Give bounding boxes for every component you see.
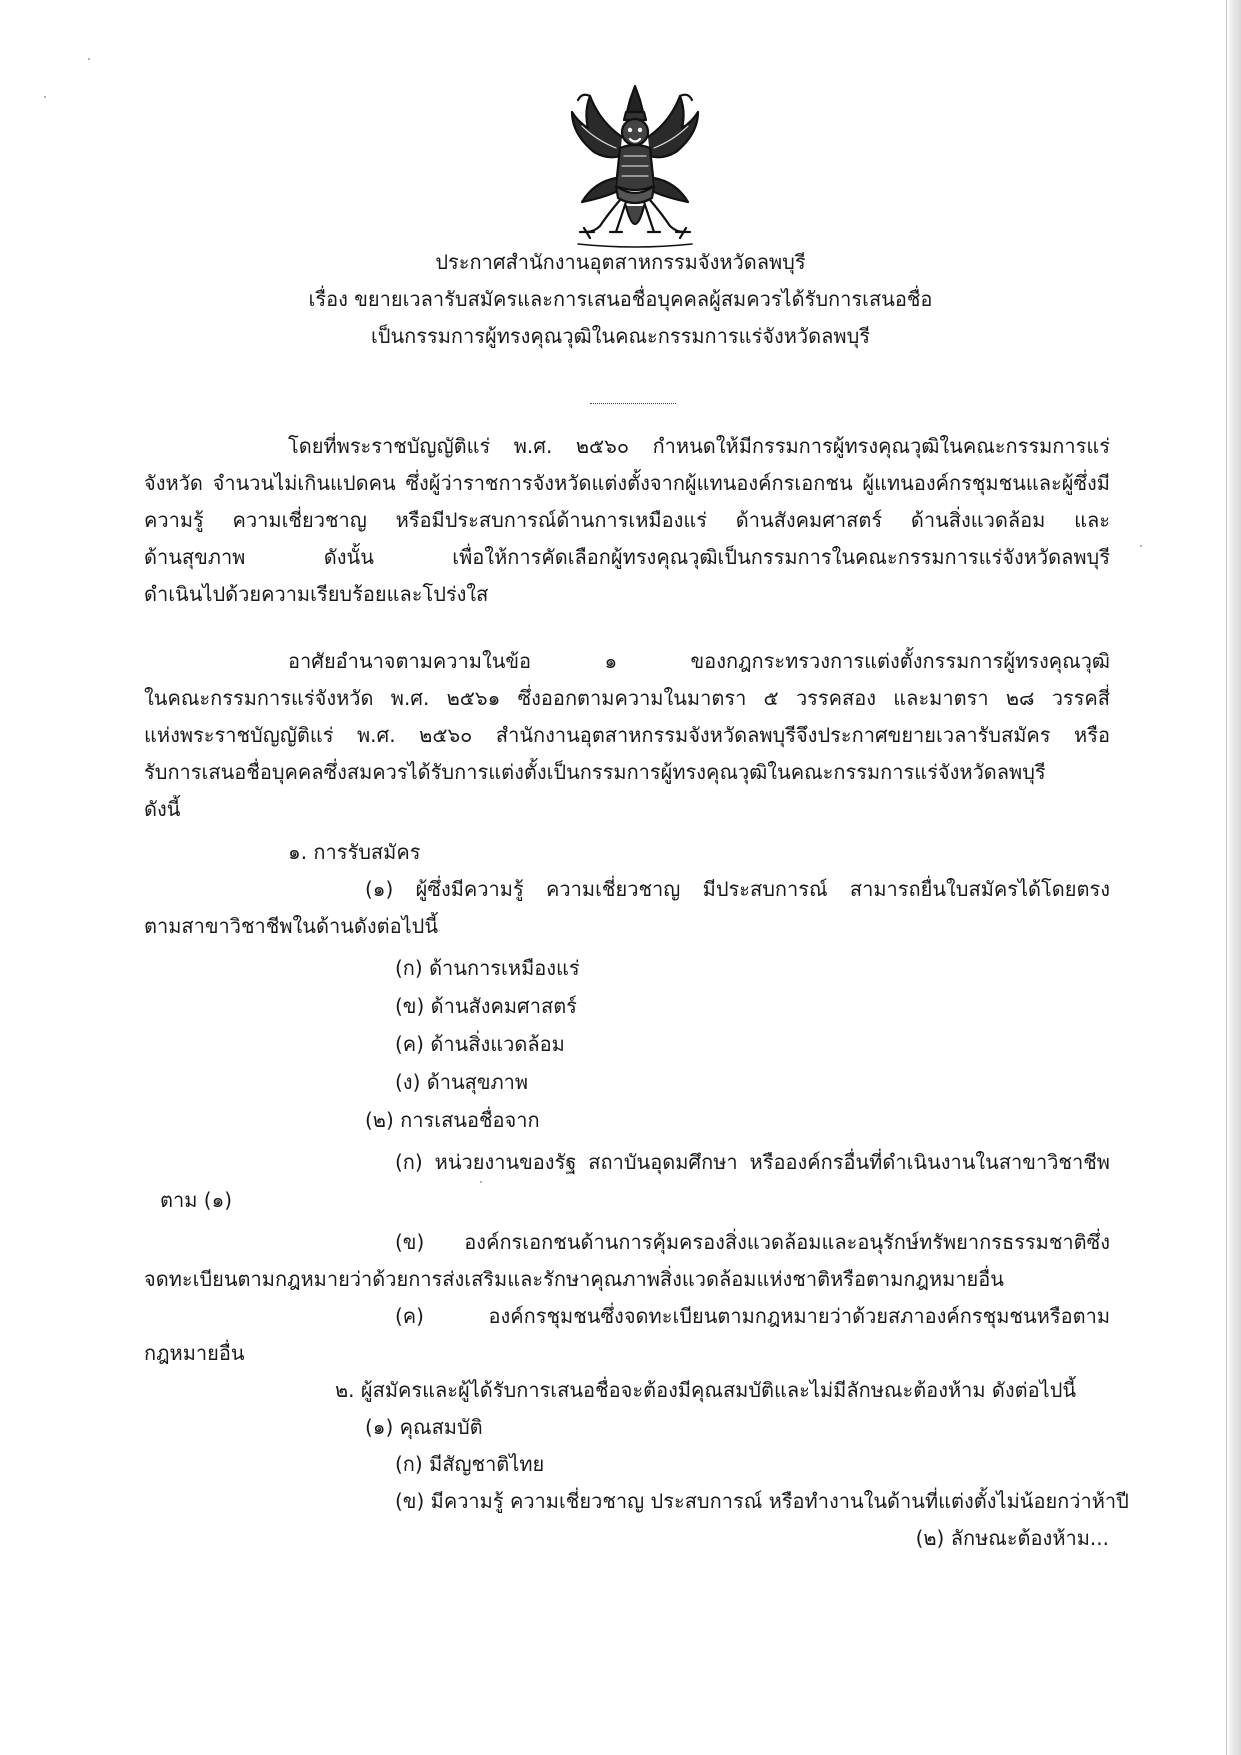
garuda-emblem-icon bbox=[560, 82, 710, 254]
section1-subitem: (ก) ด้านการเหมืองแร่ bbox=[395, 956, 580, 980]
section1-item2-sub-b: (ข) องค์กรเอกชนด้านการคุ้มครองสิ่งแวดล้อมและอนุรักษ์ทรัพยากรธรรมชาติซึ่ง bbox=[395, 1230, 1110, 1254]
section1-heading: ๑. การรับสมัคร bbox=[288, 840, 421, 864]
section1-item2-sub-c-continued: กฎหมายอื่น bbox=[144, 1341, 245, 1365]
section1-subitem: (ค) ด้านสิ่งแวดล้อม bbox=[395, 1032, 565, 1056]
section1-item2: (๒) การเสนอชื่อจาก bbox=[365, 1108, 540, 1132]
section1-item2-sub-b-continued: จดทะเบียนตามกฎหมายว่าด้วยการส่งเสริมและรักษาคุณภาพสิ่งแวดล้อมแห่งชาติหรือตามกฎหมายอื่น bbox=[144, 1267, 1004, 1291]
paragraph2-line: ดังนี้ bbox=[144, 797, 181, 821]
paragraph1-line: ความรู้ ความเชี่ยวชาญ หรือมีประสบการณ์ด้านการเหมืองแร่ ด้านสังคมศาสตร์ ด้านสิ่งแวดล้อม และ bbox=[144, 508, 1110, 532]
section2-sub-b: (ข) มีความรู้ ความเชี่ยวชาญ ประสบการณ์ หรือทำงานในด้านที่แต่งตั้งไม่น้อยกว่าห้าปี bbox=[395, 1489, 1129, 1513]
section1-subitem: (ง) ด้านสุขภาพ bbox=[395, 1070, 529, 1094]
section1-item2-sub-a-continued: ตาม (๑) bbox=[160, 1188, 233, 1212]
paragraph1-line: โดยที่พระราชบัญญัติแร่ พ.ศ. ๒๕๖๐ กำหนดให้มีกรรมการผู้ทรงคุณวุฒิในคณะกรรมการแร่ bbox=[288, 434, 1110, 458]
document-subject-continued: เป็นกรรมการผู้ทรงคุณวุฒิในคณะกรรมการแร่จังหวัดลพบุรี bbox=[370, 324, 871, 348]
scan-speck bbox=[44, 96, 46, 98]
section1-item2-sub-a: (ก) หน่วยงานของรัฐ สถาบันอุดมศึกษา หรือองค์กรอื่นที่ดำเนินงานในสาขาวิชาชีพ bbox=[395, 1150, 1110, 1174]
section2-sub-a: (ก) มีสัญชาติไทย bbox=[395, 1452, 545, 1476]
scan-speck bbox=[88, 58, 90, 60]
paragraph2-line: รับการเสนอชื่อบุคคลซึ่งสมควรได้รับการแต่งตั้งเป็นกรรมการผู้ทรงคุณวุฒิในคณะกรรมการแร่จังหวัดลพบุรี bbox=[144, 760, 1046, 784]
section1-item1-continued: ตามสาขาวิชาชีพในด้านดังต่อไปนี้ bbox=[144, 914, 439, 938]
section2-item1-heading: (๑) คุณสมบัติ bbox=[365, 1415, 483, 1439]
document-title: ประกาศสำนักงานอุตสาหกรรมจังหวัดลพบุรี bbox=[435, 250, 806, 274]
document-subject: เรื่อง ขยายเวลารับสมัครและการเสนอชื่อบุคคลผู้สมควรได้รับการเสนอชื่อ bbox=[308, 287, 933, 311]
paragraph1-line: ดำเนินไปด้วยความเรียบร้อยและโปร่งใส bbox=[144, 582, 489, 606]
scan-speck bbox=[480, 1181, 482, 1183]
section2-heading: ๒. ผู้สมัครและผู้ได้รับการเสนอชื่อจะต้องมีคุณสมบัติและไม่มีลักษณะต้องห้าม ดังต่อไปนี้ bbox=[335, 1378, 1077, 1402]
section1-item1: (๑) ผู้ซึ่งมีความรู้ ความเชี่ยวชาญ มีประสบการณ์ สามารถยื่นใบสมัครได้โดยตรง bbox=[365, 877, 1110, 901]
paragraph1-line: ด้านสุขภาพ ดังนั้น เพื่อให้การคัดเลือกผู้ทรงคุณวุฒิเป็นกรรมการในคณะกรรมการแร่จังหวัดลพบุรี bbox=[144, 545, 1110, 569]
scan-speck bbox=[1140, 545, 1142, 547]
section1-item2-sub-c: (ค) องค์กรชุมชนซึ่งจดทะเบียนตามกฎหมายว่าด้วยสภาองค์กรชุมชนหรือตาม bbox=[395, 1304, 1110, 1328]
paragraph1-line: จังหวัด จำนวนไม่เกินแปดคน ซึ่งผู้ว่าราชการจังหวัดแต่งตั้งจากผู้แทนองค์กรเอกชน ผู้แทนองค์กรชุมชนและผู้ซึ่งมี bbox=[144, 471, 1110, 495]
section1-subitem: (ข) ด้านสังคมศาสตร์ bbox=[395, 994, 577, 1018]
paragraph2-line: อาศัยอำนาจตามความในข้อ ๑ ของกฎกระทรวงการแต่งตั้งกรรมการผู้ทรงคุณวุฒิ bbox=[288, 649, 1110, 673]
continuation-marker: (๒) ลักษณะต้องห้าม... bbox=[915, 1526, 1109, 1550]
title-divider bbox=[590, 403, 676, 404]
paragraph2-line: แห่งพระราชบัญญัติแร่ พ.ศ. ๒๕๖๐ สำนักงานอุตสาหกรรมจังหวัดลพบุรีจึงประกาศขยายเวลารับสมัคร หรือ bbox=[144, 723, 1110, 747]
paragraph2-line: ในคณะกรรมการแร่จังหวัด พ.ศ. ๒๕๖๑ ซึ่งออกตามความในมาตรา ๕ วรรคสอง และมาตรา ๒๘ วรรคสี่ bbox=[144, 686, 1110, 710]
